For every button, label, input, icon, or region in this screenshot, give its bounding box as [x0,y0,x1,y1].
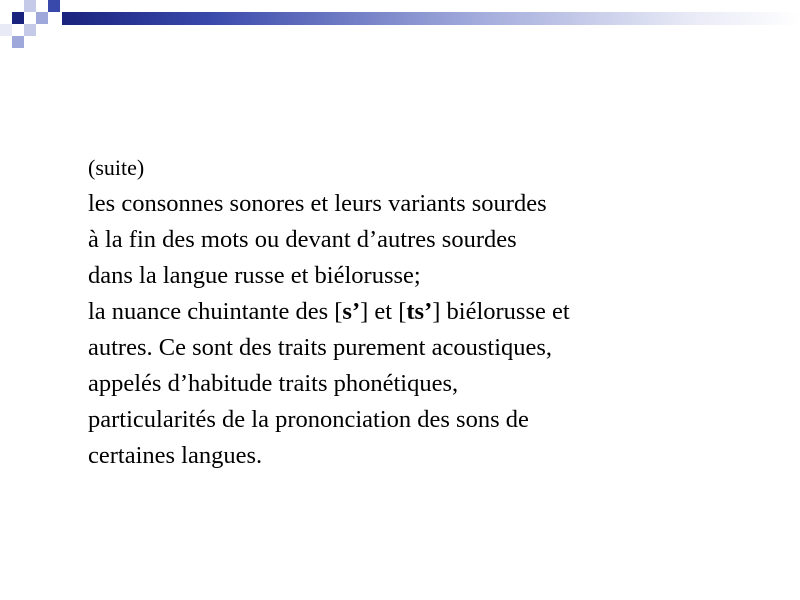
header-decoration [0,0,800,60]
text-line-1: les consonnes sonores et leurs variants sourdes [88,190,547,217]
slide-body [88,150,768,474]
text-line-4-middle: ] et [ [360,298,407,325]
header-gradient-bar [62,12,800,25]
decor-square-lightblue [12,36,24,48]
decor-square-dark [12,12,24,24]
text-line-8: certaines langues. [88,442,263,469]
text-line-4-before: la nuance chuintante des [ [88,298,343,325]
text-line-4-after: ] biélorusse et [432,298,570,325]
text-line-5: autres. Ce sont des traits purement acoustiques, [88,334,553,361]
bold-ts: ts’ [406,298,433,325]
decor-square-pale [24,24,36,36]
decor-square-mid [36,12,48,24]
decor-square-blue [48,0,60,12]
text-line-7: particularités de la prononciation des sons de [88,406,529,433]
decor-square-faint [0,24,12,36]
text-line-2: à la fin des mots ou devant d’autres sourdes [88,226,517,253]
slide-subtitle: (suite) [88,155,145,180]
text-line-3: dans la langue russe et biélorusse; [88,262,421,289]
decor-square-light [24,0,36,12]
text-line-4 [88,294,768,330]
bold-s: s’ [342,298,361,325]
text-line-6: appelés d’habitude traits phonétiques, [88,370,459,397]
